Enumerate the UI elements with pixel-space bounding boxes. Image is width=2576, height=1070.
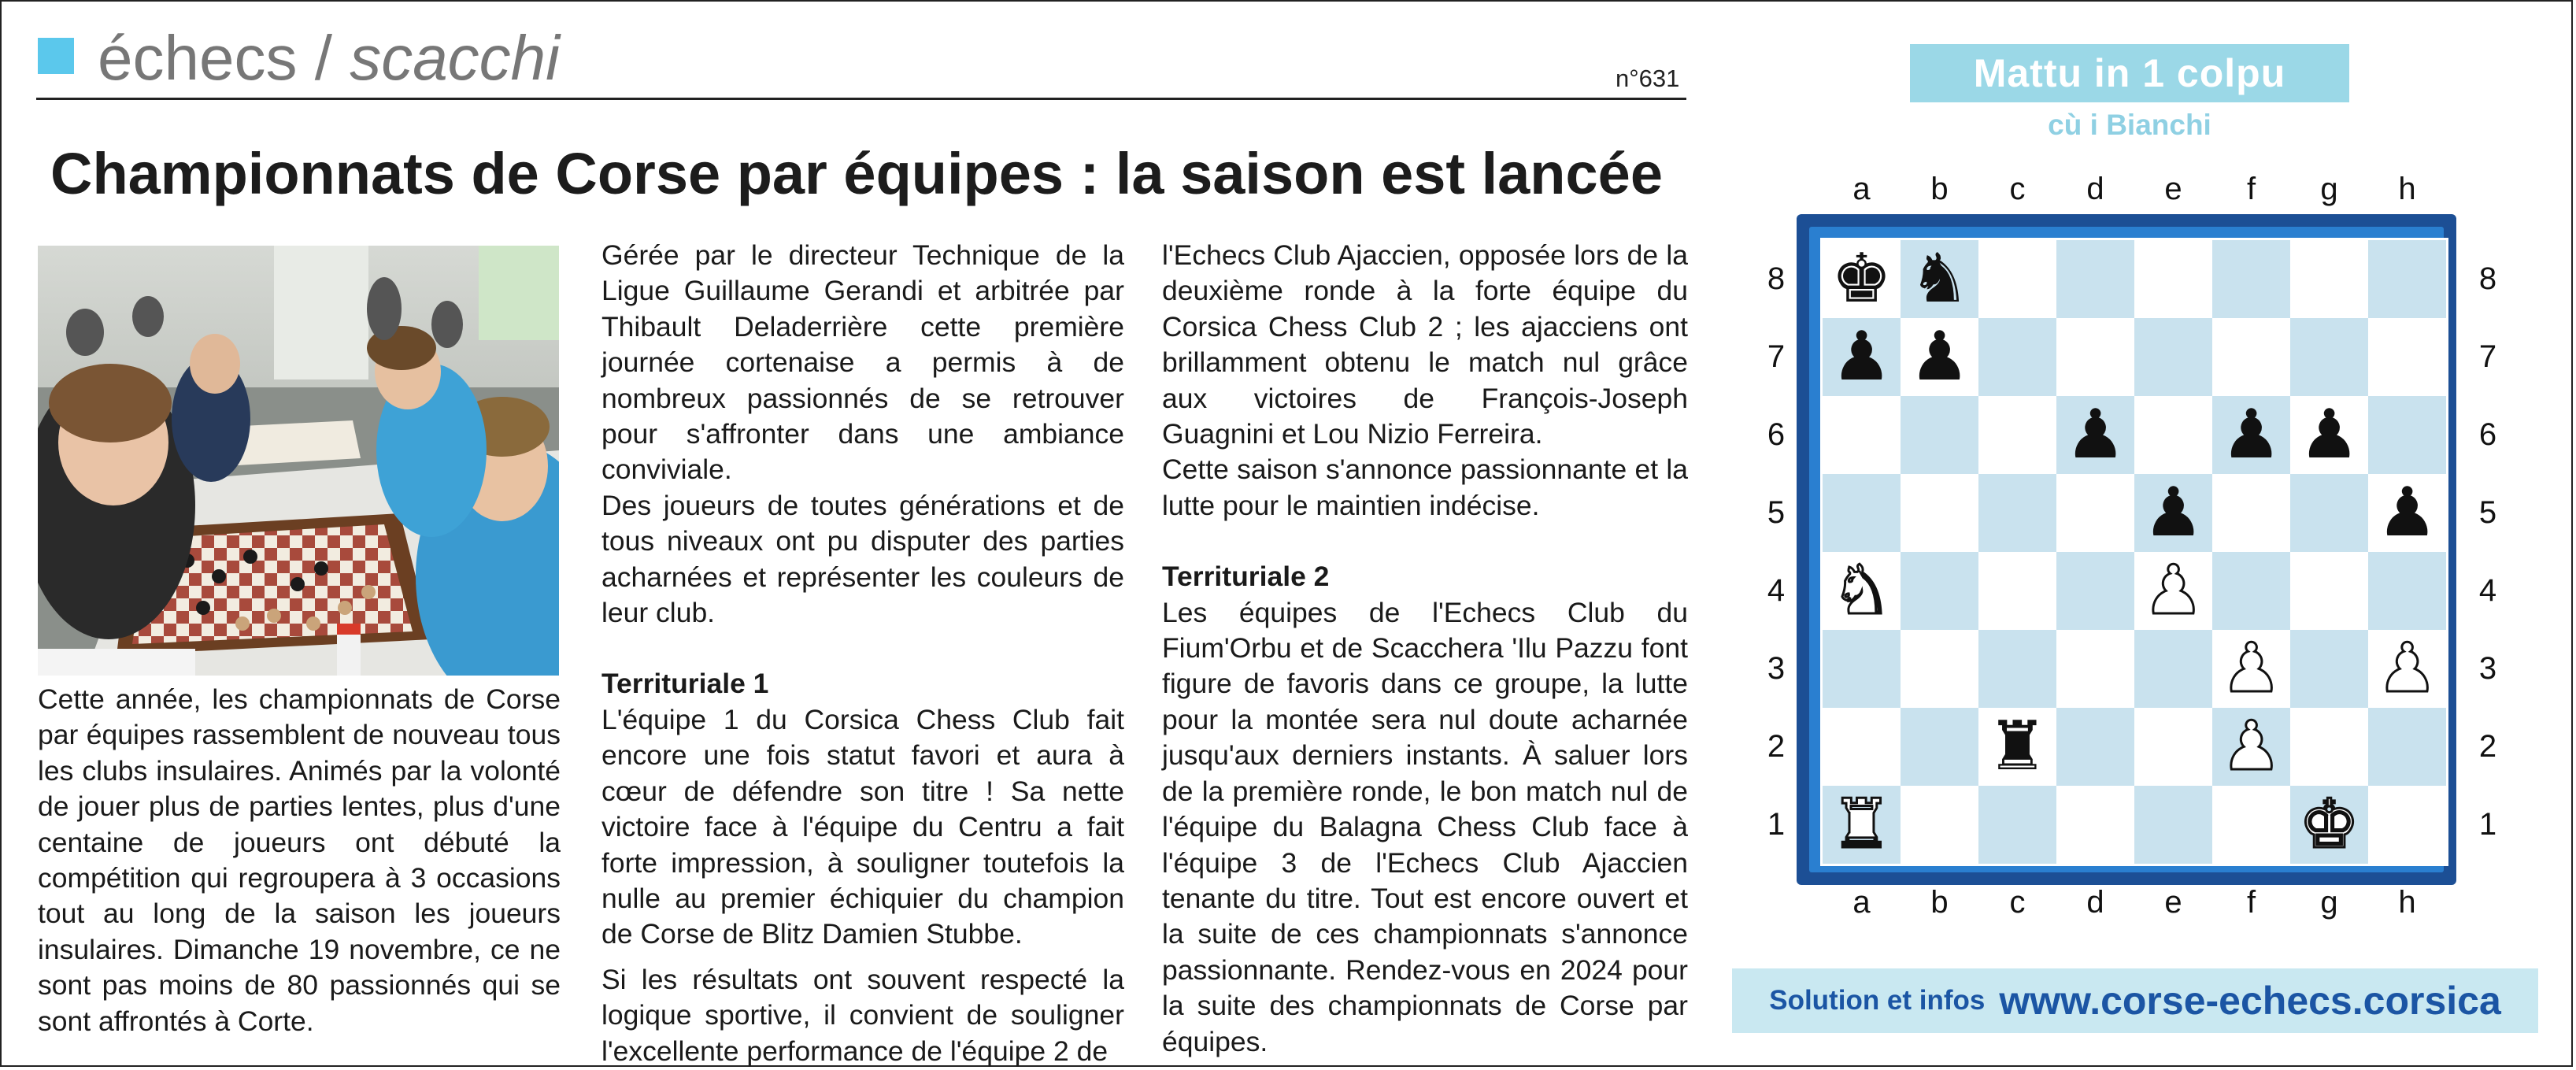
square-d3 [2056,630,2134,708]
square-g4 [2290,552,2368,630]
square-a3 [1823,630,1901,708]
square-e8 [2134,240,2212,318]
file-label-g: g [2320,885,2338,920]
headline: Championnats de Corse par équipes : la saison est lancée [50,141,1663,206]
square-b3 [1901,630,1978,708]
puzzle-subtitle: cù i Bianchi [2048,109,2211,141]
paragraph: Gérée par le directeur Technique de la Ligue Guillaume Gerandi et arbitrée par Thibault Deladerrière cette première journée cortenaise a permis à de nombreux passionnés de se retrouver pour s'affronter dans une ambiance conviviale. [601,239,1124,486]
header-rule [36,98,1686,100]
rank-label-5: 5 [2478,495,2497,530]
white-pawn-icon: ♟ [2220,707,2282,786]
square-b5 [1901,474,1978,552]
chessboard-frame [1797,214,2456,885]
square-g1 [2290,786,2368,864]
rank-label-6: 6 [2478,417,2497,452]
square-f8 [2212,240,2290,318]
paragraph: l'Echecs Club Ajaccien, opposée lors de la deuxième ronde à la forte équipe du Corsica Chess Club 2 ; les ajacciens ont brillamment obtenu le match nul grâce aux victoires de François-Joseph Guagnini et Lou Nizio Ferreira. [1162,239,1688,450]
white-pawn-icon: ♟ [2220,629,2282,708]
square-c2 [1978,708,2056,786]
subheading-territuriale-2: Territuriale 2 [1162,561,1330,593]
square-g5 [2290,474,2368,552]
rank-label-3: 3 [1767,651,1786,686]
section-title [98,20,560,96]
square-g2 [2290,708,2368,786]
article-column-2 [601,238,1124,1069]
section-title-fr: échecs [98,23,298,93]
paragraph: Si les résultats ont souvent respecté la logique sportive, il convient de souligner l'excellente performance de l'équipe 2 de [601,963,1124,1067]
puzzle-title: Mattu in 1 colpu [1910,44,2349,102]
subheading-territuriale-1: Territuriale 1 [601,668,769,700]
square-h4 [2368,552,2446,630]
square-h8 [2368,240,2446,318]
square-d1 [2056,786,2134,864]
square-f2 [2212,708,2290,786]
square-a4 [1823,552,1901,630]
square-g3 [2290,630,2368,708]
tournament-photo [38,246,559,676]
square-c1 [1978,786,2056,864]
square-g6 [2290,396,2368,474]
rank-label-6: 6 [1767,417,1786,452]
square-a6 [1823,396,1901,474]
file-label-b: b [1930,885,1949,920]
file-label-e: e [2164,172,2182,206]
solution-label: Solution et infos [1769,985,1986,1016]
solution-bar [1732,968,2538,1033]
paragraph: Cette saison s'annonce passionnante et la lutte pour le maintien indécise. [1162,454,1688,521]
square-a7 [1823,318,1901,396]
white-pawn-icon: ♟ [2376,629,2438,708]
white-rook-icon: ♜ [1830,785,1893,864]
square-c7 [1978,318,2056,396]
square-h1 [2368,786,2446,864]
square-d2 [2056,708,2134,786]
rank-label-1: 1 [2478,807,2497,842]
black-rook-icon: ♜ [1986,707,2049,786]
square-g7 [2290,318,2368,396]
square-f1 [2212,786,2290,864]
issue-number: n°631 [1616,65,1680,92]
black-pawn-icon: ♟ [2298,395,2360,474]
rank-label-7: 7 [1767,339,1786,374]
paragraph: Cette année, les championnats de Corse par équipes rassemblent de nouveau tous les clubs insulaires. Animés par la volonté de jouer plus de parties lentes, plus d'une centaine de joueurs ont débuté la compétition qui regroupera à 3 occasions tout au long de la saison les joueurs insulaires. Dimanche 19 novembre, ce ne sont pas moins de 80 passionnés qui se sont affrontés à Corte. [38,683,561,1037]
square-f5 [2212,474,2290,552]
square-d4 [2056,552,2134,630]
chessboard [1820,238,2448,866]
square-f3 [2212,630,2290,708]
square-a1 [1823,786,1901,864]
square-e5 [2134,474,2212,552]
rank-label-2: 2 [2478,729,2497,764]
black-knight-icon: ♞ [1908,239,1971,318]
square-c8 [1978,240,2056,318]
file-label-h: h [2398,885,2416,920]
square-b8 [1901,240,1978,318]
file-label-b: b [1930,172,1949,206]
black-king-icon: ♚ [1830,239,1893,318]
rank-label-5: 5 [1767,495,1786,530]
black-pawn-icon: ♟ [1908,317,1971,396]
square-d5 [2056,474,2134,552]
black-pawn-icon: ♟ [2142,473,2204,552]
square-h5 [2368,474,2446,552]
square-e1 [2134,786,2212,864]
paragraph: L'équipe 1 du Corsica Chess Club fait encore une fois statut favori et aura à cœur de défendre son titre ! Sa nette victoire face à l'équipe du Centru a fait forte impression, à souligner toutefois la nulle au premier échiquier du champion de Corse de Blitz Damien Stubbe. [601,703,1124,950]
square-f7 [2212,318,2290,396]
rank-label-3: 3 [2478,651,2497,686]
solution-link[interactable]: www.corse-echecs.corsica [1999,979,2501,1023]
square-e6 [2134,396,2212,474]
square-b2 [1901,708,1978,786]
rubric-square-icon [38,38,74,74]
paragraph: Des joueurs de toutes générations et de tous niveaux ont pu disputer des parties acharnées et représenter les couleurs de leur club. [601,489,1124,629]
square-b7 [1901,318,1978,396]
file-label-f: f [2246,885,2256,920]
section-title-co: scacchi [350,23,560,93]
file-label-f: f [2246,172,2256,206]
square-h6 [2368,396,2446,474]
rank-label-2: 2 [1767,729,1786,764]
square-c5 [1978,474,2056,552]
square-e3 [2134,630,2212,708]
rank-label-8: 8 [2478,261,2497,296]
square-h3 [2368,630,2446,708]
square-h2 [2368,708,2446,786]
square-b4 [1901,552,1978,630]
square-e2 [2134,708,2212,786]
square-c4 [1978,552,2056,630]
section-separator: / [314,23,332,93]
square-c3 [1978,630,2056,708]
file-label-c: c [2009,885,2026,920]
file-label-h: h [2398,172,2416,206]
square-b1 [1901,786,1978,864]
square-e4 [2134,552,2212,630]
file-label-a: a [1852,885,1871,920]
article-column-3 [1162,238,1688,1060]
white-pawn-icon: ♟ [2142,551,2204,630]
square-f6 [2212,396,2290,474]
square-a2 [1823,708,1901,786]
file-label-a: a [1852,172,1871,206]
black-pawn-icon: ♟ [2376,473,2438,552]
black-pawn-icon: ♟ [1830,317,1893,396]
square-d7 [2056,318,2134,396]
rank-label-1: 1 [1767,807,1786,842]
square-f4 [2212,552,2290,630]
white-knight-icon: ♞ [1830,551,1893,630]
article-column-1 [38,682,561,1039]
square-a8 [1823,240,1901,318]
square-b6 [1901,396,1978,474]
white-king-icon: ♚ [2298,785,2360,864]
file-label-c: c [2009,172,2026,206]
square-a5 [1823,474,1901,552]
file-label-d: d [2086,885,2104,920]
rank-label-4: 4 [2478,573,2497,608]
square-e7 [2134,318,2212,396]
square-d6 [2056,396,2134,474]
black-pawn-icon: ♟ [2064,395,2126,474]
chessboard-inner-frame [1809,227,2444,872]
file-label-d: d [2086,172,2104,206]
square-c6 [1978,396,2056,474]
rank-label-8: 8 [1767,261,1786,296]
black-pawn-icon: ♟ [2220,395,2282,474]
rank-label-4: 4 [1767,573,1786,608]
file-label-g: g [2320,172,2338,206]
file-label-e: e [2164,885,2182,920]
rank-label-7: 7 [2478,339,2497,374]
square-d8 [2056,240,2134,318]
paragraph: Les équipes de l'Echecs Club du Fium'Orbu et de Scacchera 'Ilu Pazzu font figure de favoris dans ce groupe, la lutte pour la montée sera nul doute acharnée jusqu'aux derniers instants. À saluer lors de la première ronde, le bon match nul de l'équipe du Balagna Chess Club face à l'équipe 3 de l'Echecs Club Ajaccien tenante du titre. Tout est encore ouvert et la suite de ces championnats s'annonce passionnante. Rendez-vous en 2024 pour la suite des championnats de Corse par équipes. [1162,596,1688,1057]
square-h7 [2368,318,2446,396]
square-g8 [2290,240,2368,318]
